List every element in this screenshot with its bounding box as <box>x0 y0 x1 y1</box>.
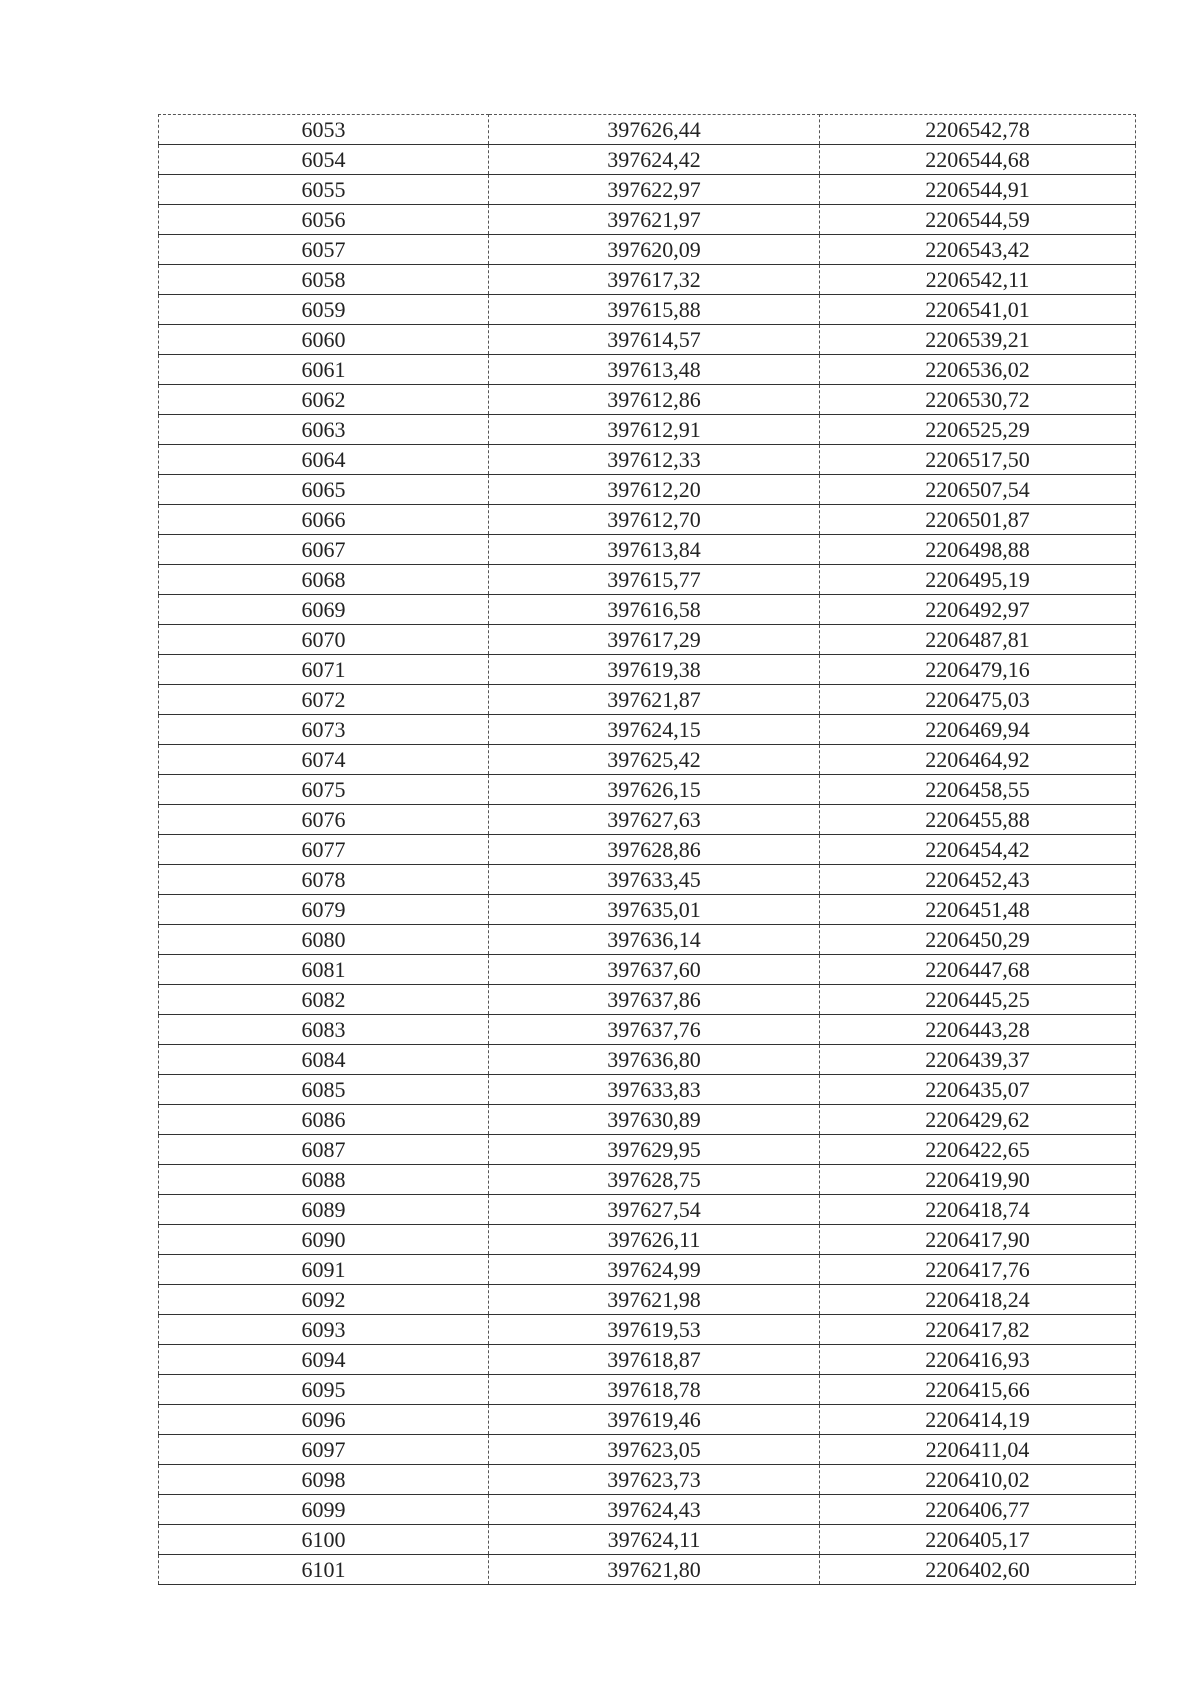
x-coordinate-cell: 397612,70 <box>489 505 820 535</box>
y-coordinate-cell: 2206469,94 <box>820 715 1136 745</box>
coordinates-table-body <box>159 115 1136 1585</box>
x-coordinate-cell: 397623,05 <box>489 1435 820 1465</box>
table-row <box>159 445 1136 475</box>
table-row <box>159 1555 1136 1585</box>
x-coordinate-cell: 397625,42 <box>489 745 820 775</box>
x-coordinate-cell: 397637,60 <box>489 955 820 985</box>
y-coordinate-cell: 2206414,19 <box>820 1405 1136 1435</box>
y-coordinate-cell: 2206464,92 <box>820 745 1136 775</box>
table-row <box>159 715 1136 745</box>
table-row <box>159 1135 1136 1165</box>
point-number-cell: 6071 <box>159 655 489 685</box>
x-coordinate-cell: 397635,01 <box>489 895 820 925</box>
table-row <box>159 865 1136 895</box>
y-coordinate-cell: 2206501,87 <box>820 505 1136 535</box>
x-coordinate-cell: 397616,58 <box>489 595 820 625</box>
x-coordinate-cell: 397627,63 <box>489 805 820 835</box>
point-number-cell: 6101 <box>159 1555 489 1585</box>
point-number-cell: 6084 <box>159 1045 489 1075</box>
y-coordinate-cell: 2206445,25 <box>820 985 1136 1015</box>
x-coordinate-cell: 397619,46 <box>489 1405 820 1435</box>
y-coordinate-cell: 2206492,97 <box>820 595 1136 625</box>
table-row <box>159 385 1136 415</box>
x-coordinate-cell: 397626,11 <box>489 1225 820 1255</box>
y-coordinate-cell: 2206458,55 <box>820 775 1136 805</box>
point-number-cell: 6059 <box>159 295 489 325</box>
point-number-cell: 6088 <box>159 1165 489 1195</box>
x-coordinate-cell: 397629,95 <box>489 1135 820 1165</box>
point-number-cell: 6060 <box>159 325 489 355</box>
y-coordinate-cell: 2206422,65 <box>820 1135 1136 1165</box>
table-row <box>159 625 1136 655</box>
table-row <box>159 985 1136 1015</box>
y-coordinate-cell: 2206443,28 <box>820 1015 1136 1045</box>
y-coordinate-cell: 2206417,90 <box>820 1225 1136 1255</box>
table-row <box>159 1015 1136 1045</box>
table-row <box>159 955 1136 985</box>
y-coordinate-cell: 2206418,24 <box>820 1285 1136 1315</box>
y-coordinate-cell: 2206475,03 <box>820 685 1136 715</box>
table-row <box>159 655 1136 685</box>
x-coordinate-cell: 397620,09 <box>489 235 820 265</box>
x-coordinate-cell: 397615,77 <box>489 565 820 595</box>
x-coordinate-cell: 397627,54 <box>489 1195 820 1225</box>
y-coordinate-cell: 2206406,77 <box>820 1495 1136 1525</box>
point-number-cell: 6055 <box>159 175 489 205</box>
point-number-cell: 6067 <box>159 535 489 565</box>
y-coordinate-cell: 2206542,11 <box>820 265 1136 295</box>
x-coordinate-cell: 397624,15 <box>489 715 820 745</box>
point-number-cell: 6081 <box>159 955 489 985</box>
y-coordinate-cell: 2206536,02 <box>820 355 1136 385</box>
x-coordinate-cell: 397614,57 <box>489 325 820 355</box>
y-coordinate-cell: 2206416,93 <box>820 1345 1136 1375</box>
y-coordinate-cell: 2206495,19 <box>820 565 1136 595</box>
table-row <box>159 175 1136 205</box>
point-number-cell: 6058 <box>159 265 489 295</box>
y-coordinate-cell: 2206415,66 <box>820 1375 1136 1405</box>
table-row <box>159 325 1136 355</box>
table-row <box>159 1465 1136 1495</box>
x-coordinate-cell: 397615,88 <box>489 295 820 325</box>
x-coordinate-cell: 397624,43 <box>489 1495 820 1525</box>
y-coordinate-cell: 2206454,42 <box>820 835 1136 865</box>
table-row <box>159 835 1136 865</box>
point-number-cell: 6057 <box>159 235 489 265</box>
x-coordinate-cell: 397613,84 <box>489 535 820 565</box>
table-row <box>159 475 1136 505</box>
point-number-cell: 6086 <box>159 1105 489 1135</box>
table-row <box>159 595 1136 625</box>
table-row <box>159 1435 1136 1465</box>
y-coordinate-cell: 2206539,21 <box>820 325 1136 355</box>
y-coordinate-cell: 2206452,43 <box>820 865 1136 895</box>
point-number-cell: 6065 <box>159 475 489 505</box>
y-coordinate-cell: 2206487,81 <box>820 625 1136 655</box>
point-number-cell: 6073 <box>159 715 489 745</box>
point-number-cell: 6076 <box>159 805 489 835</box>
table-row <box>159 1075 1136 1105</box>
coordinates-table <box>158 114 1136 1585</box>
table-row <box>159 1045 1136 1075</box>
x-coordinate-cell: 397623,73 <box>489 1465 820 1495</box>
table-row <box>159 925 1136 955</box>
point-number-cell: 6087 <box>159 1135 489 1165</box>
x-coordinate-cell: 397636,14 <box>489 925 820 955</box>
point-number-cell: 6098 <box>159 1465 489 1495</box>
point-number-cell: 6069 <box>159 595 489 625</box>
table-row <box>159 115 1136 145</box>
point-number-cell: 6053 <box>159 115 489 145</box>
table-row <box>159 775 1136 805</box>
x-coordinate-cell: 397633,83 <box>489 1075 820 1105</box>
point-number-cell: 6099 <box>159 1495 489 1525</box>
point-number-cell: 6092 <box>159 1285 489 1315</box>
y-coordinate-cell: 2206530,72 <box>820 385 1136 415</box>
x-coordinate-cell: 397621,80 <box>489 1555 820 1585</box>
point-number-cell: 6095 <box>159 1375 489 1405</box>
point-number-cell: 6094 <box>159 1345 489 1375</box>
y-coordinate-cell: 2206525,29 <box>820 415 1136 445</box>
point-number-cell: 6075 <box>159 775 489 805</box>
table-row <box>159 565 1136 595</box>
y-coordinate-cell: 2206429,62 <box>820 1105 1136 1135</box>
point-number-cell: 6091 <box>159 1255 489 1285</box>
x-coordinate-cell: 397624,42 <box>489 145 820 175</box>
point-number-cell: 6064 <box>159 445 489 475</box>
y-coordinate-cell: 2206417,76 <box>820 1255 1136 1285</box>
y-coordinate-cell: 2206402,60 <box>820 1555 1136 1585</box>
y-coordinate-cell: 2206451,48 <box>820 895 1136 925</box>
point-number-cell: 6056 <box>159 205 489 235</box>
table-row <box>159 295 1136 325</box>
x-coordinate-cell: 397622,97 <box>489 175 820 205</box>
y-coordinate-cell: 2206450,29 <box>820 925 1136 955</box>
point-number-cell: 6068 <box>159 565 489 595</box>
y-coordinate-cell: 2206544,59 <box>820 205 1136 235</box>
table-row <box>159 1405 1136 1435</box>
x-coordinate-cell: 397628,75 <box>489 1165 820 1195</box>
table-row <box>159 1525 1136 1555</box>
y-coordinate-cell: 2206405,17 <box>820 1525 1136 1555</box>
point-number-cell: 6080 <box>159 925 489 955</box>
point-number-cell: 6074 <box>159 745 489 775</box>
y-coordinate-cell: 2206410,02 <box>820 1465 1136 1495</box>
y-coordinate-cell: 2206543,42 <box>820 235 1136 265</box>
table-row <box>159 1285 1136 1315</box>
point-number-cell: 6100 <box>159 1525 489 1555</box>
x-coordinate-cell: 397621,97 <box>489 205 820 235</box>
table-row <box>159 895 1136 925</box>
point-number-cell: 6072 <box>159 685 489 715</box>
point-number-cell: 6063 <box>159 415 489 445</box>
y-coordinate-cell: 2206517,50 <box>820 445 1136 475</box>
x-coordinate-cell: 397618,78 <box>489 1375 820 1405</box>
point-number-cell: 6090 <box>159 1225 489 1255</box>
x-coordinate-cell: 397633,45 <box>489 865 820 895</box>
y-coordinate-cell: 2206455,88 <box>820 805 1136 835</box>
table-row <box>159 265 1136 295</box>
x-coordinate-cell: 397636,80 <box>489 1045 820 1075</box>
point-number-cell: 6061 <box>159 355 489 385</box>
x-coordinate-cell: 397637,86 <box>489 985 820 1015</box>
table-row <box>159 1105 1136 1135</box>
x-coordinate-cell: 397637,76 <box>489 1015 820 1045</box>
x-coordinate-cell: 397612,91 <box>489 415 820 445</box>
x-coordinate-cell: 397624,11 <box>489 1525 820 1555</box>
point-number-cell: 6078 <box>159 865 489 895</box>
y-coordinate-cell: 2206411,04 <box>820 1435 1136 1465</box>
x-coordinate-cell: 397612,86 <box>489 385 820 415</box>
point-number-cell: 6054 <box>159 145 489 175</box>
y-coordinate-cell: 2206439,37 <box>820 1045 1136 1075</box>
table-row <box>159 1345 1136 1375</box>
point-number-cell: 6097 <box>159 1435 489 1465</box>
point-number-cell: 6089 <box>159 1195 489 1225</box>
point-number-cell: 6096 <box>159 1405 489 1435</box>
table-row <box>159 1255 1136 1285</box>
table-row <box>159 1495 1136 1525</box>
y-coordinate-cell: 2206544,68 <box>820 145 1136 175</box>
x-coordinate-cell: 397630,89 <box>489 1105 820 1135</box>
table-row <box>159 205 1136 235</box>
y-coordinate-cell: 2206541,01 <box>820 295 1136 325</box>
table-row <box>159 805 1136 835</box>
x-coordinate-cell: 397619,38 <box>489 655 820 685</box>
x-coordinate-cell: 397619,53 <box>489 1315 820 1345</box>
y-coordinate-cell: 2206447,68 <box>820 955 1136 985</box>
table-row <box>159 745 1136 775</box>
x-coordinate-cell: 397613,48 <box>489 355 820 385</box>
x-coordinate-cell: 397617,32 <box>489 265 820 295</box>
table-row <box>159 1165 1136 1195</box>
point-number-cell: 6062 <box>159 385 489 415</box>
x-coordinate-cell: 397618,87 <box>489 1345 820 1375</box>
point-number-cell: 6079 <box>159 895 489 925</box>
y-coordinate-cell: 2206542,78 <box>820 115 1136 145</box>
y-coordinate-cell: 2206498,88 <box>820 535 1136 565</box>
y-coordinate-cell: 2206435,07 <box>820 1075 1136 1105</box>
x-coordinate-cell: 397626,15 <box>489 775 820 805</box>
table-row <box>159 685 1136 715</box>
x-coordinate-cell: 397621,87 <box>489 685 820 715</box>
x-coordinate-cell: 397624,99 <box>489 1255 820 1285</box>
point-number-cell: 6066 <box>159 505 489 535</box>
y-coordinate-cell: 2206479,16 <box>820 655 1136 685</box>
y-coordinate-cell: 2206417,82 <box>820 1315 1136 1345</box>
table-row <box>159 535 1136 565</box>
point-number-cell: 6093 <box>159 1315 489 1345</box>
point-number-cell: 6070 <box>159 625 489 655</box>
point-number-cell: 6077 <box>159 835 489 865</box>
table-row <box>159 415 1136 445</box>
x-coordinate-cell: 397626,44 <box>489 115 820 145</box>
table-row <box>159 355 1136 385</box>
x-coordinate-cell: 397612,33 <box>489 445 820 475</box>
x-coordinate-cell: 397617,29 <box>489 625 820 655</box>
table-row <box>159 1225 1136 1255</box>
table-row <box>159 1315 1136 1345</box>
table-row <box>159 1195 1136 1225</box>
x-coordinate-cell: 397621,98 <box>489 1285 820 1315</box>
y-coordinate-cell: 2206418,74 <box>820 1195 1136 1225</box>
point-number-cell: 6082 <box>159 985 489 1015</box>
point-number-cell: 6085 <box>159 1075 489 1105</box>
x-coordinate-cell: 397628,86 <box>489 835 820 865</box>
y-coordinate-cell: 2206419,90 <box>820 1165 1136 1195</box>
y-coordinate-cell: 2206544,91 <box>820 175 1136 205</box>
x-coordinate-cell: 397612,20 <box>489 475 820 505</box>
table-row <box>159 505 1136 535</box>
table-row <box>159 145 1136 175</box>
table-row <box>159 1375 1136 1405</box>
table-row <box>159 235 1136 265</box>
point-number-cell: 6083 <box>159 1015 489 1045</box>
y-coordinate-cell: 2206507,54 <box>820 475 1136 505</box>
